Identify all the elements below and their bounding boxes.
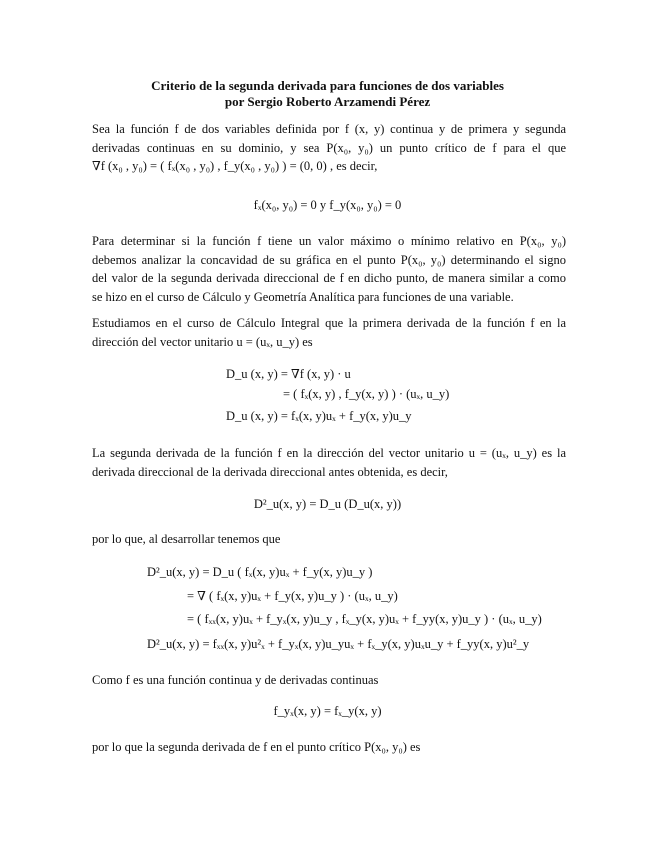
equation-expand-4: D²_u(x, y) = fₓₓ(x, y)u²ₓ + f_yₓ(x, y)u_yuₓ + fₓ_y(x, y)uₓu_y + f_yy(x, y)u²_y: [147, 637, 530, 651]
equation-expand-3: = ( fₓₓ(x, y)uₓ + f_yₓ(x, y)u_y , fₓ_y(x, y)uₓ + f_yy(x, y)u_y ) · (uₓ, u_y): [187, 612, 542, 626]
equation-directional-2: = ( fₓ(x, y) , f_y(x, y) ) · (uₓ, u_y): [283, 387, 450, 401]
equation-critical-point: fₓ(x₀, y₀) = 0 y f_y(x₀, y₀) = 0: [253, 198, 402, 212]
equation-expand-1: D²_u(x, y) = D_u ( fₓ(x, y)uₓ + f_y(x, y)u_y ): [147, 565, 373, 579]
text-line: Sea la función f de dos variables definida por f (x, y) continua y de primera y segunda: [92, 122, 566, 136]
text-line: derivadas continuas en su dominio, y sea P(x₀, y₀) un punto crítico de f para el que: [92, 140, 566, 155]
document-title: Criterio de la segunda derivada para funciones de dos variables: [151, 78, 504, 93]
text-line: derivada direccional de la derivada direccional antes obtenida, es decir,: [92, 464, 448, 479]
paragraph-first-derivative: [92, 314, 566, 351]
paragraph-continuity: [92, 671, 566, 690]
text-line: Estudiamos en el curso de Cálculo Integral que la primera derivada de la función f en la: [92, 316, 566, 330]
document-author: por Sergio Roberto Arzamendi Pérez: [224, 94, 431, 109]
text-line: La segunda derivada de la función f en la dirección del vector unitario u = (uₓ, u_y) es la: [92, 446, 566, 460]
text-line: del valor de la segunda derivada direccional de f en dicho punto, de manera similar a como: [92, 271, 566, 285]
paragraph-second-derivative: [92, 444, 566, 481]
text-line: se hizo en el curso de Cálculo y Geometría Analítica para funciones de una variable.: [92, 289, 514, 304]
text-line: ∇f (x₀ , y₀) = ( fₓ(x₀ , y₀) , f_y(x₀ , y₀) ) = (0, 0) , es decir,: [92, 159, 378, 173]
text-line: dirección del vector unitario u = (uₓ, u_y) es: [92, 334, 313, 349]
text-line: por lo que la segunda derivada de f en el punto crítico P(x₀, y₀) es: [92, 740, 421, 754]
text-line: Para determinar si la función f tiene un valor máximo o mínimo relativo en P(x₀, y₀): [92, 234, 566, 248]
paragraph-intro: [92, 120, 566, 176]
equation-directional-3: D_u (x, y) = fₓ(x, y)uₓ + f_y(x, y)u_y: [226, 409, 412, 423]
equation-expand-2: = ∇ ( fₓ(x, y)uₓ + f_y(x, y)u_y ) · (uₓ, u_y): [187, 589, 398, 603]
paragraph-concavity: [92, 232, 566, 306]
paragraph-conclusion: [92, 738, 566, 757]
text-line: Como f es una función continua y de derivadas continuas: [92, 673, 379, 687]
text-line: por lo que, al desarrollar tenemos que: [92, 532, 281, 546]
paragraph-expand: [92, 530, 566, 549]
equation-mixed-partials: f_yₓ(x, y) = fₓ_y(x, y): [273, 704, 382, 718]
equation-second-directional: D²_u(x, y) = D_u (D_u(x, y)): [253, 497, 402, 511]
equation-directional-1: D_u (x, y) = ∇f (x, y) · u: [226, 367, 351, 381]
text-line: debemos analizar la concavidad de su gráfica en el punto P(x₀, y₀) determinando el signo: [92, 252, 566, 267]
